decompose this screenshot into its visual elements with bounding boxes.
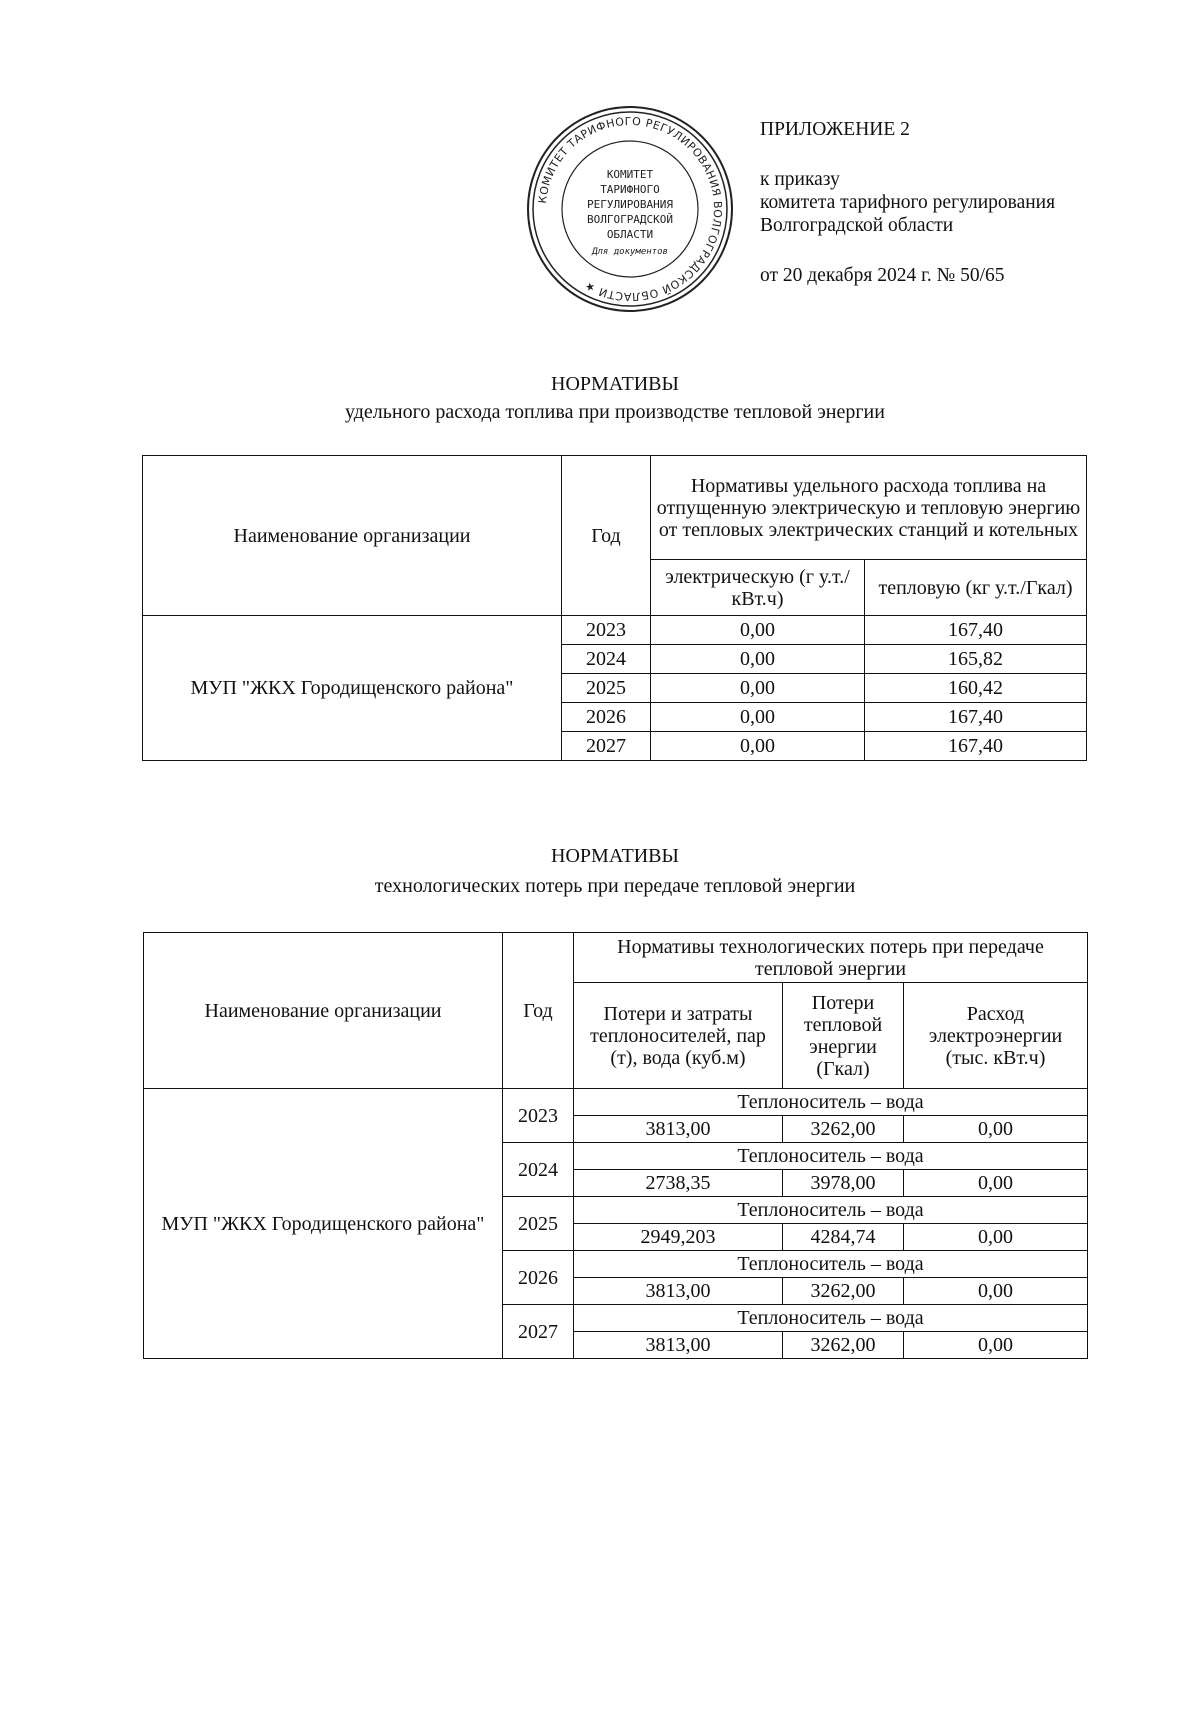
year-cell: 2027 bbox=[503, 1305, 574, 1359]
carrier-loss-value: 3813,00 bbox=[574, 1116, 783, 1143]
carrier-loss-value: 2949,203 bbox=[574, 1224, 783, 1251]
order-ref-line2: комитета тарифного регулирования bbox=[760, 192, 1056, 213]
power-value: 0,00 bbox=[904, 1332, 1088, 1359]
heat-value: 167,40 bbox=[865, 703, 1087, 732]
power-value: 0,00 bbox=[904, 1116, 1088, 1143]
official-stamp-seal bbox=[525, 104, 735, 314]
heat-losses-table bbox=[143, 932, 1088, 1359]
carrier-loss-value: 3813,00 bbox=[574, 1278, 783, 1305]
carrier-type-label: Теплоноситель – вода bbox=[574, 1251, 1088, 1278]
elec-value: 0,00 bbox=[651, 616, 865, 645]
heat-loss-value: 3978,00 bbox=[783, 1170, 904, 1197]
header-group: Нормативы удельного расхода топлива на отпущенную электрическую и тепловую энергию от тепловых электрических станций и котельных bbox=[651, 456, 1087, 560]
heat-loss-value: 3262,00 bbox=[783, 1332, 904, 1359]
fuel-consumption-table bbox=[142, 455, 1087, 761]
elec-value: 0,00 bbox=[651, 674, 865, 703]
header-org: Наименование организации bbox=[143, 456, 562, 616]
order-ref-line1: к приказу bbox=[760, 169, 840, 190]
svg-text:РЕГУЛИРОВАНИЯ: РЕГУЛИРОВАНИЯ bbox=[586, 198, 674, 211]
carrier-type-label: Теплоноситель – вода bbox=[574, 1197, 1088, 1224]
org-name: МУП "ЖКХ Городищенского района" bbox=[144, 1089, 503, 1359]
header-org: Наименование организации bbox=[144, 933, 503, 1089]
header-heat: Потери тепловой энергии (Гкал) bbox=[783, 983, 904, 1089]
carrier-type-label: Теплоноситель – вода bbox=[574, 1143, 1088, 1170]
svg-text:ТАРИФНОГО: ТАРИФНОГО bbox=[600, 183, 660, 196]
heat-value: 165,82 bbox=[865, 645, 1087, 674]
year-cell: 2025 bbox=[503, 1197, 574, 1251]
table2-title: НОРМАТИВЫ bbox=[551, 845, 679, 867]
svg-text:КОМИТЕТ ТАРИФНОГО РЕГУЛИРОВАНИ: КОМИТЕТ ТАРИФНОГО РЕГУЛИРОВАНИЯ ВОЛГОГРАДСКОЙ ОБЛАСТИ ★ bbox=[536, 114, 725, 304]
year-cell: 2024 bbox=[562, 645, 651, 674]
year-cell: 2026 bbox=[503, 1251, 574, 1305]
table2-subtitle: технологических потерь при передаче тепловой энергии bbox=[374, 875, 856, 897]
header-power: Расход электроэнергии (тыс. кВт.ч) bbox=[904, 983, 1088, 1089]
heat-loss-value: 4284,74 bbox=[783, 1224, 904, 1251]
header-heat: тепловую (кг у.т./Гкал) bbox=[865, 560, 1087, 616]
heat-value: 167,40 bbox=[865, 616, 1087, 645]
year-cell: 2023 bbox=[562, 616, 651, 645]
org-name: МУП "ЖКХ Городищенского района" bbox=[143, 616, 562, 761]
table-row-label bbox=[144, 1089, 1088, 1116]
carrier-loss-value: 3813,00 bbox=[574, 1332, 783, 1359]
order-date: от 20 декабря 2024 г. № 50/65 bbox=[760, 265, 1005, 286]
heat-value: 160,42 bbox=[865, 674, 1087, 703]
elec-value: 0,00 bbox=[651, 645, 865, 674]
power-value: 0,00 bbox=[904, 1278, 1088, 1305]
carrier-type-label: Теплоноситель – вода bbox=[574, 1089, 1088, 1116]
table1-subtitle: удельного расхода топлива при производстве тепловой энергии bbox=[345, 401, 885, 423]
header-group: Нормативы технологических потерь при передаче тепловой энергии bbox=[574, 933, 1088, 983]
header-year: Год bbox=[503, 933, 574, 1089]
heat-loss-value: 3262,00 bbox=[783, 1278, 904, 1305]
table-row bbox=[143, 616, 1087, 645]
elec-value: 0,00 bbox=[651, 703, 865, 732]
power-value: 0,00 bbox=[904, 1170, 1088, 1197]
elec-value: 0,00 bbox=[651, 732, 865, 761]
svg-text:ОБЛАСТИ: ОБЛАСТИ bbox=[606, 228, 654, 241]
heat-loss-value: 3262,00 bbox=[783, 1116, 904, 1143]
carrier-type-label: Теплоноситель – вода bbox=[574, 1305, 1088, 1332]
year-cell: 2023 bbox=[503, 1089, 574, 1143]
power-value: 0,00 bbox=[904, 1224, 1088, 1251]
svg-text:Для документов: Для документов bbox=[592, 247, 668, 257]
carrier-loss-value: 2738,35 bbox=[574, 1170, 783, 1197]
year-cell: 2027 bbox=[562, 732, 651, 761]
appendix-label: ПРИЛОЖЕНИЕ 2 bbox=[760, 119, 910, 140]
header-carrier: Потери и затраты теплоносителей, пар (т), вода (куб.м) bbox=[574, 983, 783, 1089]
table1-title: НОРМАТИВЫ bbox=[551, 373, 679, 395]
header-year: Год bbox=[562, 456, 651, 616]
svg-text:КОМИТЕТ: КОМИТЕТ bbox=[606, 168, 654, 181]
year-cell: 2026 bbox=[562, 703, 651, 732]
svg-text:ВОЛГОГРАДСКОЙ: ВОЛГОГРАДСКОЙ bbox=[586, 213, 674, 226]
order-ref-line3: Волгоградской области bbox=[760, 215, 954, 236]
header-elec: электрическую (г у.т./кВт.ч) bbox=[651, 560, 865, 616]
year-cell: 2024 bbox=[503, 1143, 574, 1197]
heat-value: 167,40 bbox=[865, 732, 1087, 761]
year-cell: 2025 bbox=[562, 674, 651, 703]
